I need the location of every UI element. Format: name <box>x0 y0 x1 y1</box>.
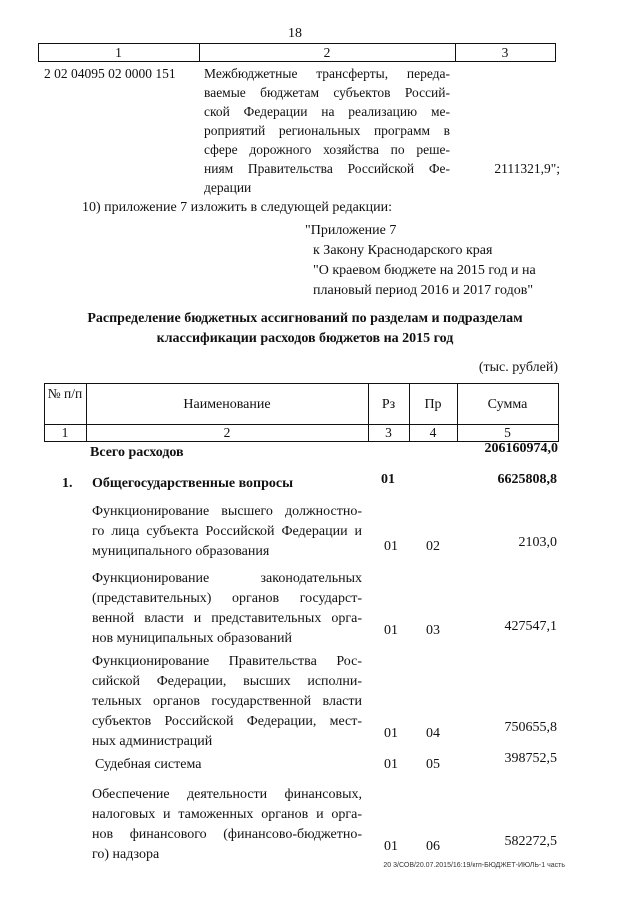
row-pr: 03 <box>426 623 440 638</box>
header-name: Наименование <box>183 397 271 412</box>
section-rz: 01 <box>381 472 395 487</box>
row-line: сийской Федерации, высших исполни- <box>92 674 362 689</box>
title-line: классификации расходов бюджетов на 2015 год <box>156 331 454 346</box>
row-line: нов муниципальных образований <box>92 631 292 646</box>
header-num-label: № п/п <box>47 386 83 401</box>
desc-line: сфере дорожного хозяйства по реше- <box>204 142 450 157</box>
total-label: Всего расходов <box>90 445 184 460</box>
desc-line: дерации <box>204 180 252 195</box>
top-table-header-3: 3 <box>501 45 509 60</box>
item-10-text: 10) приложение 7 изложить в следующей редакции: <box>82 200 392 215</box>
appendix-line: плановый период 2016 и 2017 годов" <box>313 283 534 298</box>
row-line: Функционирование законодательных <box>92 571 362 586</box>
row-rz: 01 <box>384 623 398 638</box>
main-table-border <box>44 383 559 384</box>
row-line: нов финансового (финансово-бюджетно- <box>92 827 362 842</box>
row-sum: 582272,5 <box>504 834 557 849</box>
row-name <box>92 569 362 649</box>
row-line: Функционирование высшего должностно- <box>92 504 362 519</box>
col-number: 2 <box>223 425 231 440</box>
row-sum: 427547,1 <box>504 619 557 634</box>
desc-line: ской Федерации на реализацию ме- <box>204 104 450 119</box>
row-sum: 750655,8 <box>504 720 557 735</box>
row-line: Функционирование Правительства Рос- <box>92 654 362 669</box>
col-number: 3 <box>385 425 392 440</box>
header-rz: Рз <box>381 397 396 412</box>
row-rz: 01 <box>384 757 398 772</box>
row-line: го лица субъекта Российской Федерации и <box>92 524 362 539</box>
transfer-description <box>204 64 450 197</box>
row-line: налоговых и таможенных органов и орга- <box>92 807 362 822</box>
desc-line: ниям Правительства Российской Фе- <box>204 161 450 176</box>
row-line: муниципального образования <box>92 544 270 559</box>
desc-line: ваемые бюджетам субъектов Россий- <box>204 85 450 100</box>
document-title <box>40 309 570 349</box>
row-pr: 05 <box>426 757 440 772</box>
row-pr: 02 <box>426 539 440 554</box>
section-number: 1. <box>62 476 73 491</box>
appendix-line: "О краевом бюджете на 2015 год и на <box>313 263 536 278</box>
row-line: субъектов Российской Федерации, мест- <box>92 714 362 729</box>
col-number: 5 <box>504 425 511 440</box>
units-label: (тыс. рублей) <box>478 360 558 375</box>
row-line: венной власти и представительных орга- <box>92 611 362 626</box>
main-table-border <box>558 383 559 442</box>
row-rz: 01 <box>384 539 398 554</box>
title-line: Распределение бюджетных ассигнований по разделам и подразделам <box>87 311 523 326</box>
row-line: Судебная система <box>95 757 202 772</box>
row-pr: 06 <box>426 839 440 854</box>
footer-stamp: 20 3/СОВ/20.07.2015/16:19/кгп-БЮДЖЕТ-ИЮЛЬ-1 часть <box>383 862 565 869</box>
desc-line: роприятий региональных программ в <box>204 123 450 138</box>
top-table-border <box>555 43 556 62</box>
header-sum: Сумма <box>487 397 528 412</box>
row-rz: 01 <box>384 726 398 741</box>
row-line: тельных органов государственной власти <box>92 694 362 709</box>
page-number: 18 <box>288 26 302 41</box>
transfer-amount: 2111321,9"; <box>494 161 560 176</box>
top-table-header-1: 1 <box>115 45 122 60</box>
total-sum: 206160974,0 <box>484 441 558 456</box>
budget-code: 2 02 04095 02 0000 151 <box>44 66 176 81</box>
row-sum: 2103,0 <box>518 535 557 550</box>
row-line: (представительных) органов государст- <box>92 591 362 606</box>
desc-line: Межбюджетные трансферты, переда- <box>204 66 450 81</box>
row-name <box>95 755 355 775</box>
appendix-heading <box>305 221 565 301</box>
col-number: 1 <box>61 425 69 440</box>
row-line: Обеспечение деятельности финансовых, <box>92 787 362 802</box>
top-table-header-2: 2 <box>323 45 331 60</box>
row-rz: 01 <box>384 839 398 854</box>
row-name <box>92 502 362 562</box>
header-num <box>44 385 86 403</box>
section-name: Общегосударственные вопросы <box>92 476 294 491</box>
section-sum: 6625808,8 <box>497 472 557 487</box>
col-number: 4 <box>429 425 437 440</box>
row-line: го) надзора <box>92 847 160 862</box>
row-sum: 398752,5 <box>504 751 557 766</box>
header-pr: Пр <box>424 397 442 412</box>
row-name <box>92 652 362 752</box>
appendix-line: "Приложение 7 <box>305 223 397 238</box>
row-line: ных администраций <box>92 734 213 749</box>
appendix-line: к Закону Краснодарского края <box>313 243 493 258</box>
row-pr: 04 <box>426 726 440 741</box>
row-name <box>92 785 362 865</box>
